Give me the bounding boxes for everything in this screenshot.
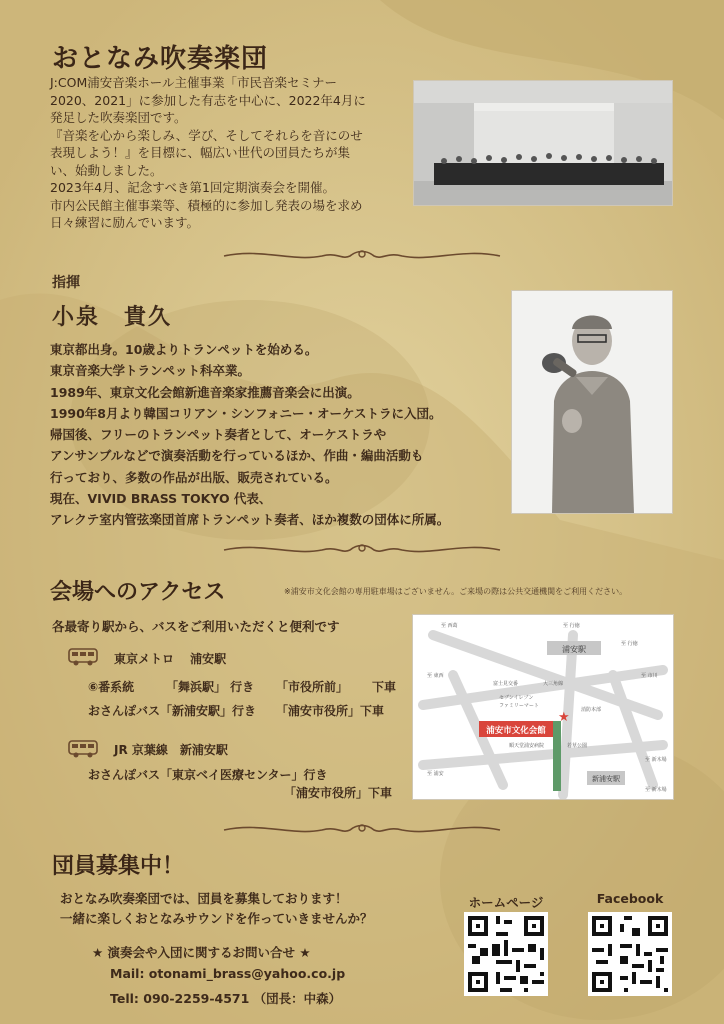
recruit-heading: 団員募集中！	[52, 854, 185, 879]
contact-tel[interactable]: Tell: 090-2259-4571 （団長：中森）	[110, 991, 342, 1006]
recruit-line: 一緒に楽しくおとなみサウンドを作っていきませんか？	[60, 911, 373, 926]
qr-label-homepage: ホームページ	[468, 895, 544, 910]
bio-line: 帰国後、フリーのトランペット奏者として、オーケストラや	[50, 427, 387, 443]
conductor-bio	[50, 339, 500, 531]
access-lead: 各最寄り駅から、バスをご利用いただくと便利です	[52, 619, 340, 634]
bus-icon	[68, 740, 98, 758]
intro-line: J:COM浦安音楽ホール主催事業「市民音楽セミナー	[50, 75, 338, 90]
page-title: おとなみ吹奏楽団	[52, 44, 269, 74]
route2-line2: 「浦安市役所」下車	[284, 786, 393, 800]
conductor-name: 小泉 貴久	[52, 305, 173, 330]
band-photo	[413, 80, 673, 206]
intro-line: 日々練習に励んでいます。	[50, 215, 200, 230]
bio-line: アンサンブルなどで演奏活動を行っているほか、作曲・編曲活動も	[50, 448, 424, 464]
qr-label-facebook: Facebook	[596, 891, 664, 906]
recruit-line: おとなみ吹奏楽団では、団員を募集しております！	[60, 891, 348, 906]
bio-line: 東京音楽大学トランペット科卒業。	[50, 363, 251, 379]
intro-text	[50, 74, 370, 232]
map-label: 至 東西	[427, 673, 444, 679]
recruit-text	[60, 889, 373, 929]
ornament-divider	[222, 820, 502, 840]
bio-line: アレクテ室内管弦楽団首席トランペット奏者、ほか複数の団体に所属。	[50, 512, 450, 528]
bio-line: 東京都出身。10歳よりトランペットを始める。	[50, 342, 318, 357]
route1-line1-getoff: 下車	[372, 680, 397, 694]
map-label: 大三角線	[543, 681, 564, 687]
route1-station: 東京メトロ 浦安駅	[114, 652, 227, 666]
venue-star-icon: ★	[558, 710, 570, 725]
map-label: ファミリーマート	[499, 703, 539, 709]
intro-line: い、始動しました。	[50, 162, 163, 178]
map-label: 富士見交番	[493, 681, 519, 687]
map-label: セブンイレブン	[499, 695, 534, 701]
route1-line1-dest: 「舞浜駅」 行き	[166, 680, 255, 694]
map-label: 至 西葛	[441, 623, 458, 629]
facebook-qr-code[interactable]	[588, 912, 672, 996]
map-station-bottom: 新浦安駅	[592, 775, 620, 783]
map-label: 消防本部	[581, 707, 602, 713]
contact-title: ★ 演奏会や入団に関するお問い合せ ★	[92, 945, 311, 960]
intro-line: 『音楽を心から楽しみ、学び、そしてそれらを音にのせ	[50, 127, 363, 143]
route1-line2-dest: おさんぽバス「新浦安駅」行き	[88, 704, 257, 718]
route2-line1: おさんぽバス「東京ベイ医療センター」行き	[88, 768, 328, 782]
conductor-photo	[511, 290, 673, 514]
bio-line: 1989年、東京文化会館新進音楽家推薦音楽会に出演。	[50, 384, 360, 400]
access-map	[412, 614, 674, 800]
contact-mail[interactable]: Mail: otonami_brass@yahoo.co.jp	[110, 966, 346, 981]
bio-line: 1990年8月より韓国コリアン・シンフォニー・オーケストラに入団。	[50, 405, 442, 421]
map-label: 至 浦安	[427, 771, 444, 777]
intro-line: 発足した吹奏楽団です。	[50, 110, 187, 125]
map-label: 至 行徳	[563, 623, 580, 629]
ornament-divider	[222, 246, 502, 266]
intro-line: 市内公民館主催事業等、積極的に参加し発表の場を求め	[50, 197, 363, 213]
map-label: 順天堂浦安病院	[509, 743, 545, 749]
ornament-divider	[222, 540, 502, 560]
intro-line: 2020、2021」に参加した有志を中心に、2022年4月に	[50, 92, 366, 108]
route2-station: JR 京葉線 新浦安駅	[114, 743, 228, 757]
map-station-top: 浦安駅	[562, 645, 586, 654]
conductor-label: 指揮	[52, 275, 80, 291]
bio-line: 行っており、多数の作品が出版、販売されている。	[50, 469, 338, 485]
map-venue-label: 浦安市文化会館	[486, 726, 546, 736]
map-label: 若草公園	[567, 743, 588, 749]
bio-line: 現在、VIVID BRASS TOKYO 代表、	[50, 491, 272, 507]
homepage-qr-code[interactable]	[464, 912, 548, 996]
map-label: 至 市川	[641, 673, 658, 679]
bus-icon	[68, 648, 98, 666]
route1-line1-stop: 「市役所前」	[276, 680, 349, 694]
route1-line1-system: ⑥番系統	[88, 680, 135, 694]
map-label: 至 行徳	[621, 641, 638, 647]
intro-line: 2023年4月、記念すべき第1回定期演奏会を開催。	[50, 180, 335, 195]
intro-line: 表現しよう！』を目標に、幅広い世代の団員たちが集	[50, 145, 351, 160]
parking-note: ※浦安市文化会館の専用駐車場はございません。ご来場の際は公共交通機関をご利用ください。	[284, 587, 628, 596]
map-label: 至 新木場	[645, 757, 667, 763]
map-label: 至 新木場	[645, 787, 667, 793]
route1-line2-stop: 「浦安市役所」下車	[276, 704, 385, 718]
access-heading: 会場へのアクセス	[50, 580, 226, 605]
